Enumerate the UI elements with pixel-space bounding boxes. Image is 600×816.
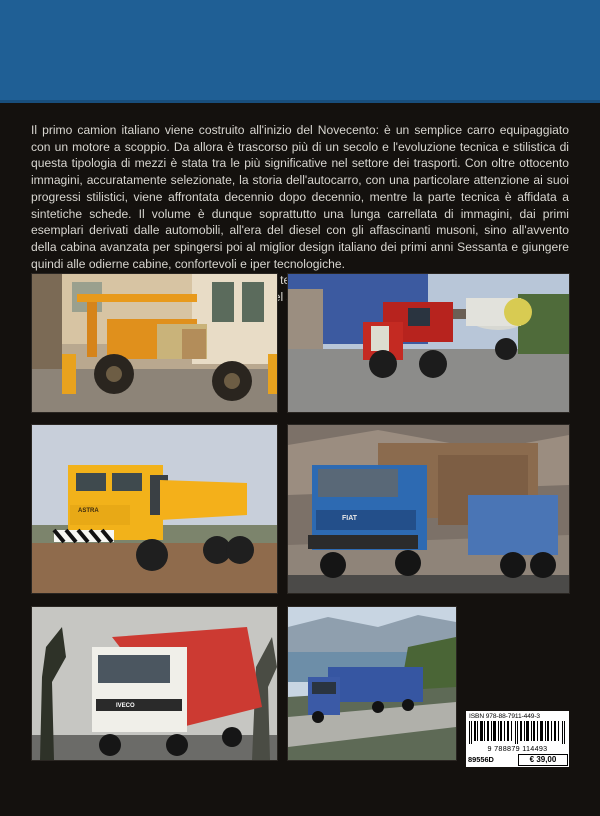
photo-truck-coastal-road [287, 606, 457, 761]
photo-red-tanker-truck [287, 273, 570, 413]
product-code: 89556D [468, 755, 494, 764]
photo-yellow-dump-truck [31, 424, 278, 594]
blurb-paragraph-1: Il primo camion italiano viene costruito all'inizio del Novecento: è un semplice carro equipaggiato con un motore a scoppio. Da allora è trascorso più di un secolo e l'evoluzione tecnica e stilistica di questa tipologia di mezzi è stata tra le più significative nel settore dei trasporti. Con oltre ottocento immagini, accuratamente selezionate, la storia dell'autocarro, con una particolare attenzione ai suoi progressi stilistici, viene affrontata decennio dopo decennio, mentre la parte tecnica è affidata a sintetiche schede. Il volume è dunque soprattutto una lunga carrellata di immagini, dai primi esemplari derivati dalle automobili, all'era del diesel con gli affascinanti musoni, sino all'avvento della cabina avanzata per spingersi poi al miglior design italiano dei primi anni Sessanta e giungere quindi alle odierne cabine, confortevoli e iper tecnologiche. [31, 123, 569, 271]
barcode-label [466, 711, 569, 767]
astra-grille-text: ASTRA [78, 508, 99, 514]
price-label: € 39,00 [518, 754, 568, 766]
isbn-text: ISBN 978-88-7911-449-3 [469, 713, 540, 720]
top-color-band [0, 0, 600, 103]
photo-vintage-orange-truck [31, 273, 278, 413]
ean-digits: 9 788879 114493 [487, 744, 548, 753]
fiat-grille-text: FIAT [342, 515, 358, 522]
photo-iveco-red-trailer-truck [31, 606, 278, 761]
photo-blue-cargo-truck [287, 424, 570, 594]
barcode-bars [469, 721, 566, 744]
iveco-grille-text: IVECO [116, 703, 135, 709]
